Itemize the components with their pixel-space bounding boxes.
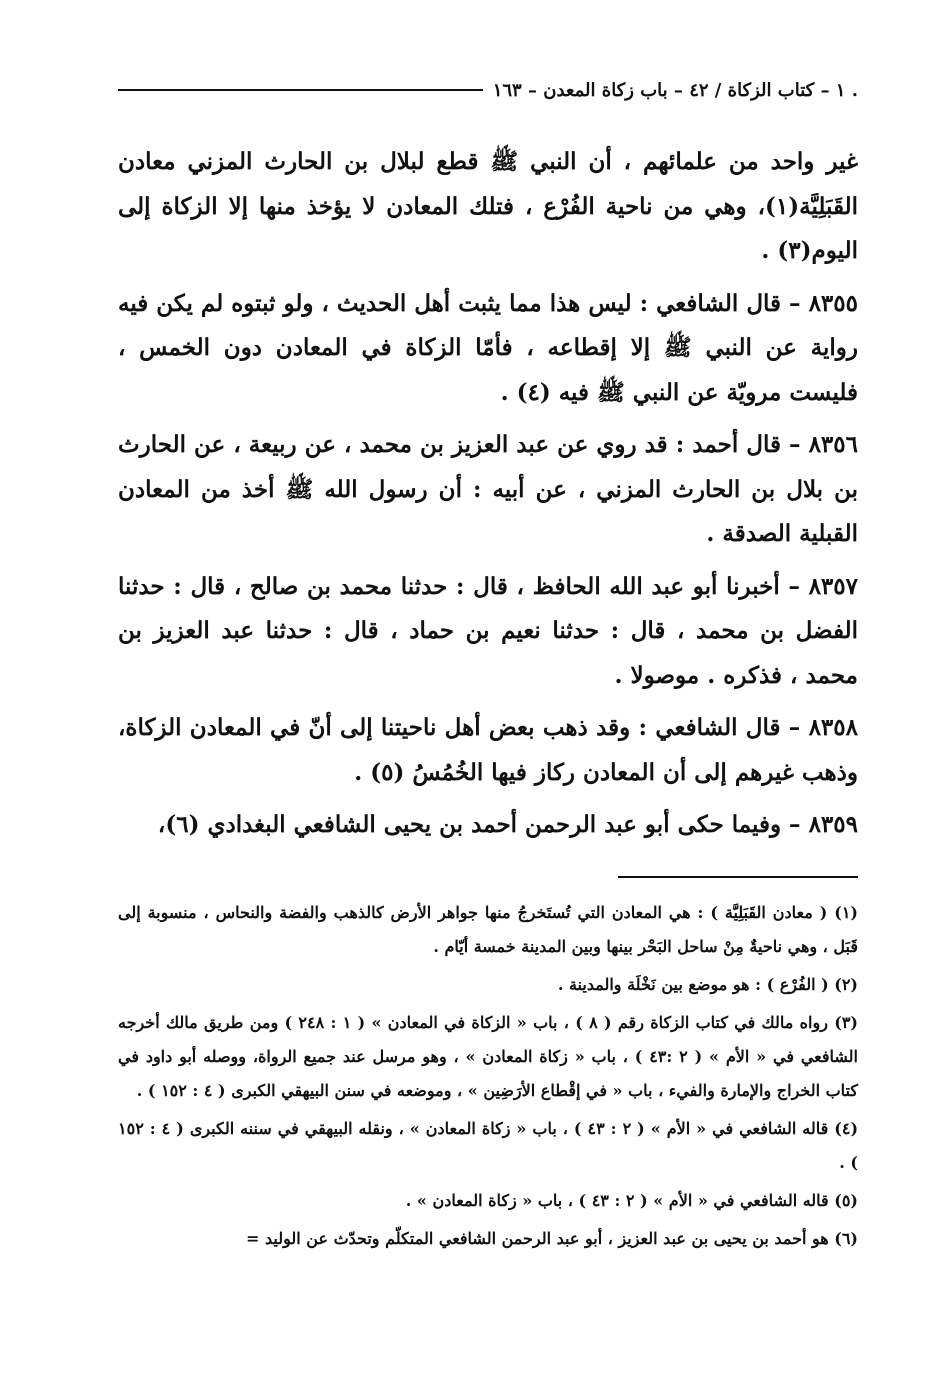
footnotes	[118, 896, 858, 1256]
footnote-2: (٢) ( الفُرْع ) : هو موضع بين نَخْلَة والمدينة .	[557, 974, 858, 994]
header-rule	[118, 89, 483, 91]
footnote-3: (٣) رواه مالك في كتاب الزكاة رقم ( ٨ ) ، باب « الزكاة في المعادن » ( ١ : ٢٤٨ ) ومن طريق مالك أخرجه الشافعي في « الأم » ( ٢ :٤٣ ) ، باب « زكاة المعادن » ، وهو مرسل عند جميع الرواة، ووصله أبو داود في كتاب الخراج والإمارة والفيء ، باب « في إقْطاع الأرَضِين » ، وموضعه في سنن البيهقي الكبرى ( ٤ : ١٥٢ ) .	[118, 1012, 858, 1100]
footnote-4: (٤) قاله الشافعي في « الأم » ( ٢ : ٤٣ ) ، باب « زكاة المعادن » ، ونقله البيهقي في سننه الكبرى ( ٤ : ١٥٢ ) .	[118, 1118, 859, 1172]
footnote-1: (١) ( معادن القَبَلِيَّة ) : هي المعادن التي تُستَخرجُ منها جواهر الأرض كالذهب والفضة والنحاس ، منسوبة إلى قَبَل ، وهي ناحيةٌ مِنْ ساحل البَحْر بينها وبين المدينة خمسة أيّام .	[118, 902, 858, 956]
header-title: . ١ – كتاب الزكاة / ٤٢ – باب زكاة المعدن – ١٦٣	[492, 79, 858, 101]
paragraph-continuation: غير واحد من علمائهم ، أن النبي ﷺ قطع لبلال بن الحارث المزني معادن القَبَلِيَّة(١)، وهي من ناحية الفُرْع ، فتلك المعادن لا يؤخذ منها إلا الزكاة إلى اليوم(٣) .	[118, 148, 858, 264]
running-header	[118, 70, 858, 110]
book-page	[118, 70, 858, 1260]
paragraph-8357: ٨٣٥٧ – أخبرنا أبو عبد الله الحافظ ، قال : حدثنا محمد بن صالح ، قال : حدثنا الفضل بن محمد ، قال : حدثنا نعيم بن حماد ، قال : حدثنا عبد العزيز بن محمد ، فذكره . موصولا .	[118, 572, 858, 689]
main-text	[118, 140, 858, 848]
footnotes-divider	[618, 876, 858, 878]
paragraph-8359: ٨٣٥٩ – وفيما حكى أبو عبد الرحمن أحمد بن يحيى الشافعي البغدادي (٦)،	[157, 811, 858, 838]
paragraph-8355: ٨٣٥٥ – قال الشافعي : ليس هذا مما يثبت أهل الحديث ، ولو ثبتوه لم يكن فيه رواية عن النبي ﷺ إلا إقطاعه ، فأمّا الزكاة في المعادن دون الخمس ، فليست مرويّة عن النبي ﷺ فيه (٤) .	[118, 289, 858, 406]
paragraph-8356: ٨٣٥٦ – قال أحمد : قد روي عن عبد العزيز بن محمد ، عن ربيعة ، عن الحارث بن بلال بن الحارث المزني ، عن أبيه : أن رسول الله ﷺ أخذ من المعادن القبلية الصدقة .	[118, 431, 858, 547]
footnote-6: (٦) هو أحمد بن يحيى بن عبد العزيز ، أبو عبد الرحمن الشافعي المتكلّم وتحدّث عن الوليد =	[246, 1228, 858, 1248]
footnote-5: (٥) قاله الشافعي في « الأم » ( ٢ : ٤٣ ) ، باب « زكاة المعادن » .	[405, 1190, 858, 1210]
paragraph-8358: ٨٣٥٨ – قال الشافعي : وقد ذهب بعض أهل ناحيتنا إلى أنّ في المعادن الزكاة، وذهب غيرهم إلى أن المعادن ركاز فيها الخُمُسُ (٥) .	[118, 714, 858, 786]
